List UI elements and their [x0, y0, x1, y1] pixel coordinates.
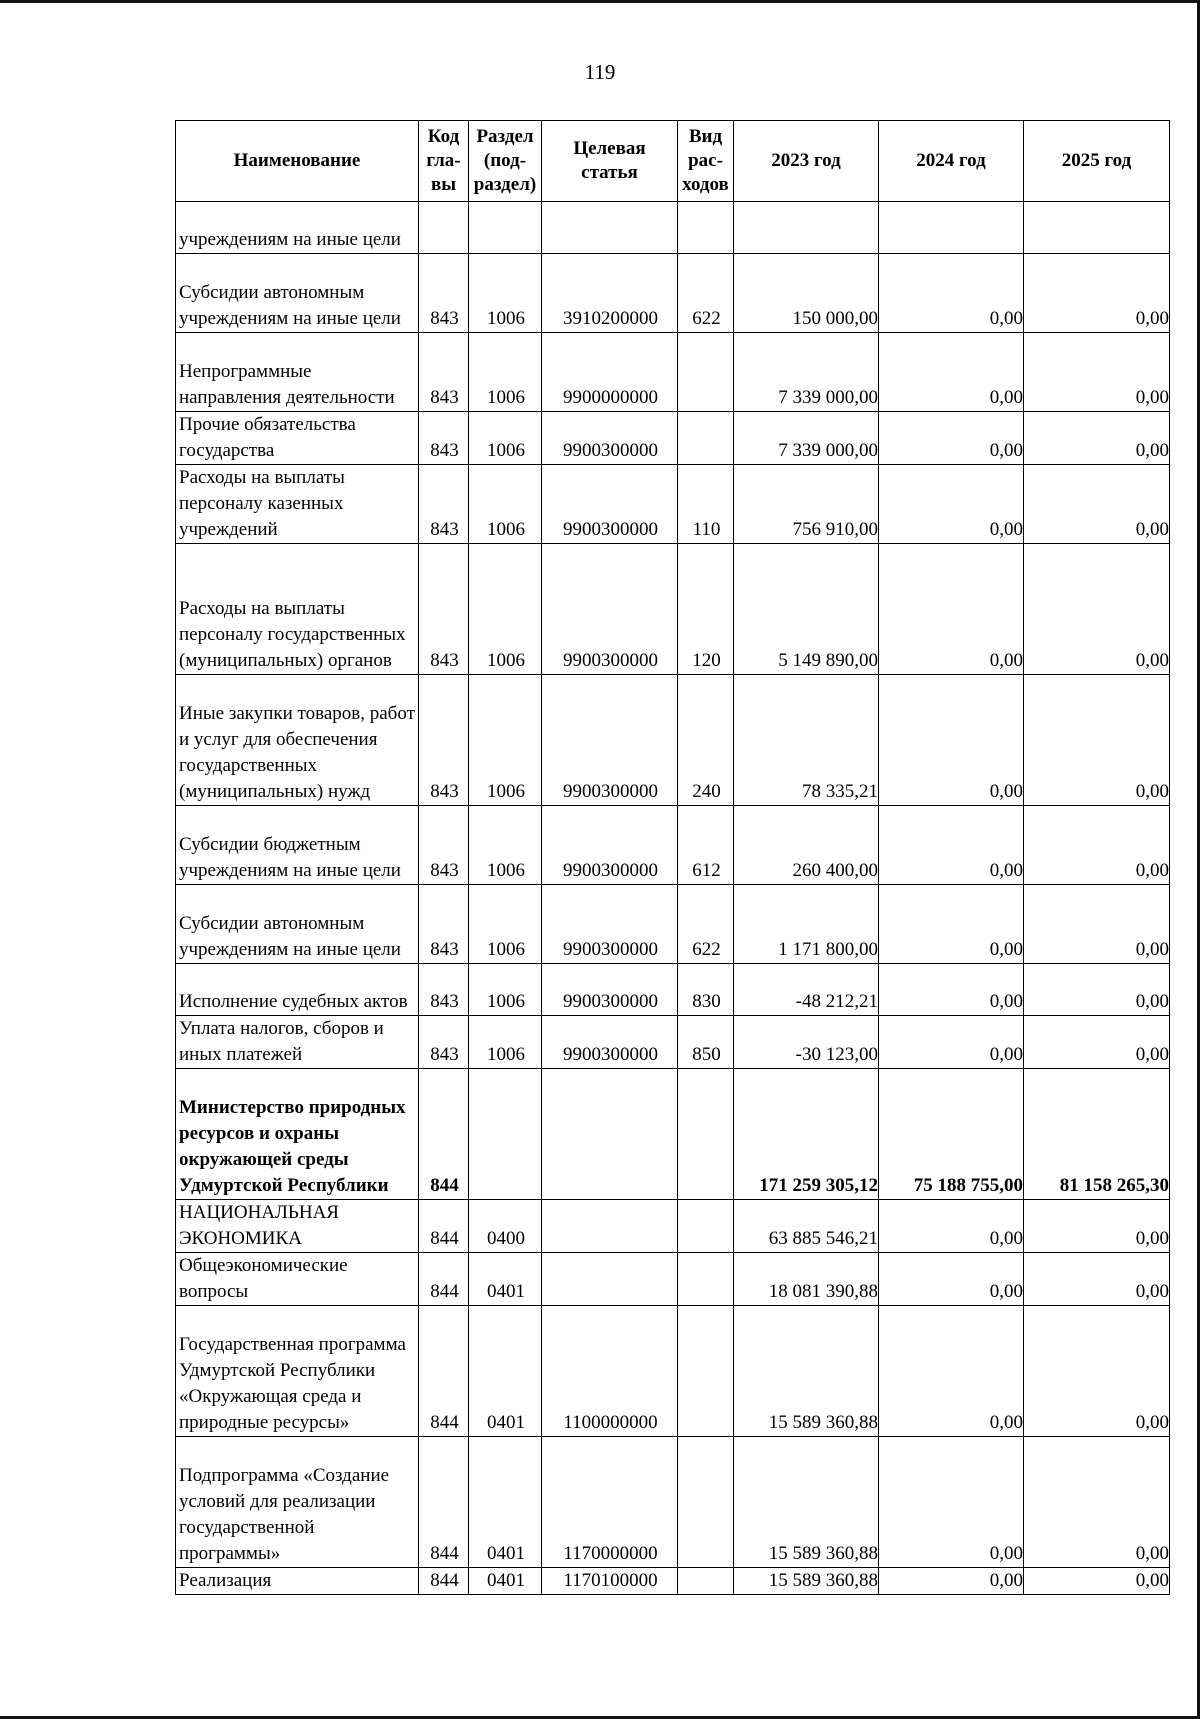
row-vid-rashodov: 622	[678, 885, 734, 964]
row-amount-2023: -30 123,00	[734, 1016, 879, 1069]
row-vid-rashodov: 240	[678, 675, 734, 806]
row-vid-rashodov	[678, 412, 734, 465]
row-amount-2024: 0,00	[879, 1437, 1024, 1568]
row-celevaya-statya	[542, 1200, 678, 1253]
row-celevaya-statya: 9900300000	[542, 412, 678, 465]
row-razdel: 1006	[469, 1016, 542, 1069]
row-razdel: 1006	[469, 544, 542, 675]
row-name: Прочие обязательства государства	[176, 412, 419, 465]
row-celevaya-statya	[542, 1069, 678, 1200]
row-amount-2024: 0,00	[879, 1016, 1024, 1069]
header-kod: Код гла-вы	[419, 121, 469, 202]
row-amount-2025: 0,00	[1024, 544, 1170, 675]
row-amount-2023: 756 910,00	[734, 465, 879, 544]
table-row	[176, 202, 1170, 254]
row-vid-rashodov	[678, 1069, 734, 1200]
row-amount-2025: 81 158 265,30	[1024, 1069, 1170, 1200]
row-celevaya-statya: 9900300000	[542, 544, 678, 675]
row-celevaya-statya: 9900300000	[542, 806, 678, 885]
row-vid-rashodov: 850	[678, 1016, 734, 1069]
row-vid-rashodov	[678, 1200, 734, 1253]
row-celevaya-statya: 1100000000	[542, 1306, 678, 1437]
row-name: Расходы на выплаты персоналу государственных (муниципальных) органов	[176, 544, 419, 675]
table-row	[176, 465, 1170, 544]
row-amount-2025: 0,00	[1024, 1016, 1170, 1069]
table-row	[176, 964, 1170, 1016]
row-name: Общеэкономические вопросы	[176, 1253, 419, 1306]
row-razdel: 0401	[469, 1253, 542, 1306]
row-kod: 843	[419, 254, 469, 333]
row-amount-2025	[1024, 202, 1170, 254]
row-amount-2024: 0,00	[879, 1200, 1024, 1253]
row-razdel: 1006	[469, 412, 542, 465]
row-kod: 843	[419, 333, 469, 412]
row-amount-2023: 7 339 000,00	[734, 333, 879, 412]
row-amount-2023	[734, 202, 879, 254]
header-2025: 2025 год	[1024, 121, 1170, 202]
row-kod: 844	[419, 1253, 469, 1306]
table-row	[176, 1016, 1170, 1069]
budget-table	[175, 120, 1170, 1595]
row-vid-rashodov: 110	[678, 465, 734, 544]
row-amount-2025: 0,00	[1024, 964, 1170, 1016]
row-kod	[419, 202, 469, 254]
row-razdel: 1006	[469, 465, 542, 544]
header-vid: Вид рас-ходов	[678, 121, 734, 202]
table-row	[176, 544, 1170, 675]
row-vid-rashodov	[678, 1568, 734, 1595]
header-2024: 2024 год	[879, 121, 1024, 202]
row-razdel: 1006	[469, 254, 542, 333]
row-amount-2024: 0,00	[879, 254, 1024, 333]
row-name: Министерство природных ресурсов и охраны окружающей среды Удмуртской Республики	[176, 1069, 419, 1200]
row-kod: 843	[419, 806, 469, 885]
row-amount-2025: 0,00	[1024, 1437, 1170, 1568]
row-razdel	[469, 202, 542, 254]
row-amount-2023: 5 149 890,00	[734, 544, 879, 675]
row-amount-2024: 0,00	[879, 885, 1024, 964]
row-name: Непрограммные направления деятельности	[176, 333, 419, 412]
page-number: 119	[584, 60, 616, 84]
table-row	[176, 1568, 1170, 1595]
row-name: Подпрограмма «Создание условий для реализации государственной программы»	[176, 1437, 419, 1568]
row-amount-2025: 0,00	[1024, 1200, 1170, 1253]
row-kod: 843	[419, 465, 469, 544]
row-vid-rashodov	[678, 202, 734, 254]
row-celevaya-statya: 1170100000	[542, 1568, 678, 1595]
row-vid-rashodov	[678, 333, 734, 412]
row-amount-2025: 0,00	[1024, 1568, 1170, 1595]
row-razdel: 1006	[469, 675, 542, 806]
row-razdel: 1006	[469, 333, 542, 412]
table-row	[176, 1253, 1170, 1306]
row-name: Субсидии автономным учреждениям на иные цели	[176, 254, 419, 333]
row-name: Расходы на выплаты персоналу казенных учреждений	[176, 465, 419, 544]
row-amount-2024	[879, 202, 1024, 254]
row-amount-2024: 0,00	[879, 964, 1024, 1016]
row-amount-2024: 75 188 755,00	[879, 1069, 1024, 1200]
row-razdel: 1006	[469, 806, 542, 885]
row-celevaya-statya	[542, 1253, 678, 1306]
row-kod: 843	[419, 964, 469, 1016]
table-row	[176, 254, 1170, 333]
table-row	[176, 806, 1170, 885]
row-kod: 843	[419, 1016, 469, 1069]
row-kod: 844	[419, 1437, 469, 1568]
row-amount-2025: 0,00	[1024, 412, 1170, 465]
row-celevaya-statya: 9900300000	[542, 885, 678, 964]
row-kod: 843	[419, 675, 469, 806]
row-amount-2023: 260 400,00	[734, 806, 879, 885]
row-vid-rashodov: 120	[678, 544, 734, 675]
table-row	[176, 1069, 1170, 1200]
table-row	[176, 1306, 1170, 1437]
row-amount-2025: 0,00	[1024, 254, 1170, 333]
row-amount-2025: 0,00	[1024, 465, 1170, 544]
row-vid-rashodov	[678, 1253, 734, 1306]
row-amount-2023: 7 339 000,00	[734, 412, 879, 465]
row-celevaya-statya: 9900300000	[542, 465, 678, 544]
header-name: Наименование	[176, 121, 419, 202]
row-amount-2023: 1 171 800,00	[734, 885, 879, 964]
row-kod: 843	[419, 544, 469, 675]
table-row	[176, 1437, 1170, 1568]
row-name: Субсидии автономным учреждениям на иные цели	[176, 885, 419, 964]
row-razdel: 0401	[469, 1306, 542, 1437]
row-razdel: 1006	[469, 885, 542, 964]
row-kod: 844	[419, 1069, 469, 1200]
row-amount-2025: 0,00	[1024, 885, 1170, 964]
row-razdel: 0401	[469, 1437, 542, 1568]
header-razdel: Раздел (под-раздел)	[469, 121, 542, 202]
row-vid-rashodov	[678, 1437, 734, 1568]
row-celevaya-statya: 9900300000	[542, 964, 678, 1016]
row-razdel	[469, 1069, 542, 1200]
row-vid-rashodov	[678, 1306, 734, 1437]
table-row	[176, 675, 1170, 806]
row-celevaya-statya: 3910200000	[542, 254, 678, 333]
row-kod: 844	[419, 1200, 469, 1253]
row-razdel: 1006	[469, 964, 542, 1016]
row-amount-2023: 15 589 360,88	[734, 1568, 879, 1595]
header-2023: 2023 год	[734, 121, 879, 202]
row-vid-rashodov: 830	[678, 964, 734, 1016]
row-name: Уплата налогов, сборов и иных платежей	[176, 1016, 419, 1069]
row-vid-rashodov: 622	[678, 254, 734, 333]
row-kod: 844	[419, 1568, 469, 1595]
table-row	[176, 412, 1170, 465]
row-kod: 843	[419, 412, 469, 465]
row-amount-2023: -48 212,21	[734, 964, 879, 1016]
row-amount-2025: 0,00	[1024, 806, 1170, 885]
header-celevaya: Целевая статья	[542, 121, 678, 202]
row-name: НАЦИОНАЛЬНАЯ ЭКОНОМИКА	[176, 1200, 419, 1253]
row-amount-2025: 0,00	[1024, 1253, 1170, 1306]
row-name: учреждениям на иные цели	[176, 202, 419, 254]
row-kod: 843	[419, 885, 469, 964]
row-razdel: 0401	[469, 1568, 542, 1595]
row-celevaya-statya: 1170000000	[542, 1437, 678, 1568]
row-amount-2023: 18 081 390,88	[734, 1253, 879, 1306]
row-vid-rashodov: 612	[678, 806, 734, 885]
row-amount-2023: 171 259 305,12	[734, 1069, 879, 1200]
scan-border-top	[0, 0, 1200, 3]
row-celevaya-statya: 9900300000	[542, 675, 678, 806]
row-celevaya-statya: 9900300000	[542, 1016, 678, 1069]
row-amount-2024: 0,00	[879, 544, 1024, 675]
table-row	[176, 885, 1170, 964]
row-razdel: 0400	[469, 1200, 542, 1253]
header-row	[176, 121, 1170, 202]
row-amount-2024: 0,00	[879, 675, 1024, 806]
row-amount-2024: 0,00	[879, 806, 1024, 885]
row-name: Государственная программа Удмуртской Республики «Окружающая среда и природные ресурсы»	[176, 1306, 419, 1437]
row-name: Иные закупки товаров, работ и услуг для обеспечения государственных (муниципальных) нужд	[176, 675, 419, 806]
row-celevaya-statya	[542, 202, 678, 254]
table-row	[176, 333, 1170, 412]
row-amount-2025: 0,00	[1024, 333, 1170, 412]
row-amount-2024: 0,00	[879, 465, 1024, 544]
row-amount-2025: 0,00	[1024, 1306, 1170, 1437]
table-row	[176, 1200, 1170, 1253]
row-amount-2024: 0,00	[879, 412, 1024, 465]
row-name: Реализация	[176, 1568, 419, 1595]
row-amount-2023: 15 589 360,88	[734, 1306, 879, 1437]
row-amount-2024: 0,00	[879, 1568, 1024, 1595]
row-amount-2024: 0,00	[879, 1253, 1024, 1306]
row-name: Субсидии бюджетным учреждениям на иные цели	[176, 806, 419, 885]
row-name: Исполнение судебных актов	[176, 964, 419, 1016]
row-amount-2024: 0,00	[879, 333, 1024, 412]
row-kod: 844	[419, 1306, 469, 1437]
row-amount-2023: 150 000,00	[734, 254, 879, 333]
row-celevaya-statya: 9900000000	[542, 333, 678, 412]
row-amount-2023: 63 885 546,21	[734, 1200, 879, 1253]
row-amount-2023: 78 335,21	[734, 675, 879, 806]
row-amount-2024: 0,00	[879, 1306, 1024, 1437]
row-amount-2025: 0,00	[1024, 675, 1170, 806]
row-amount-2023: 15 589 360,88	[734, 1437, 879, 1568]
